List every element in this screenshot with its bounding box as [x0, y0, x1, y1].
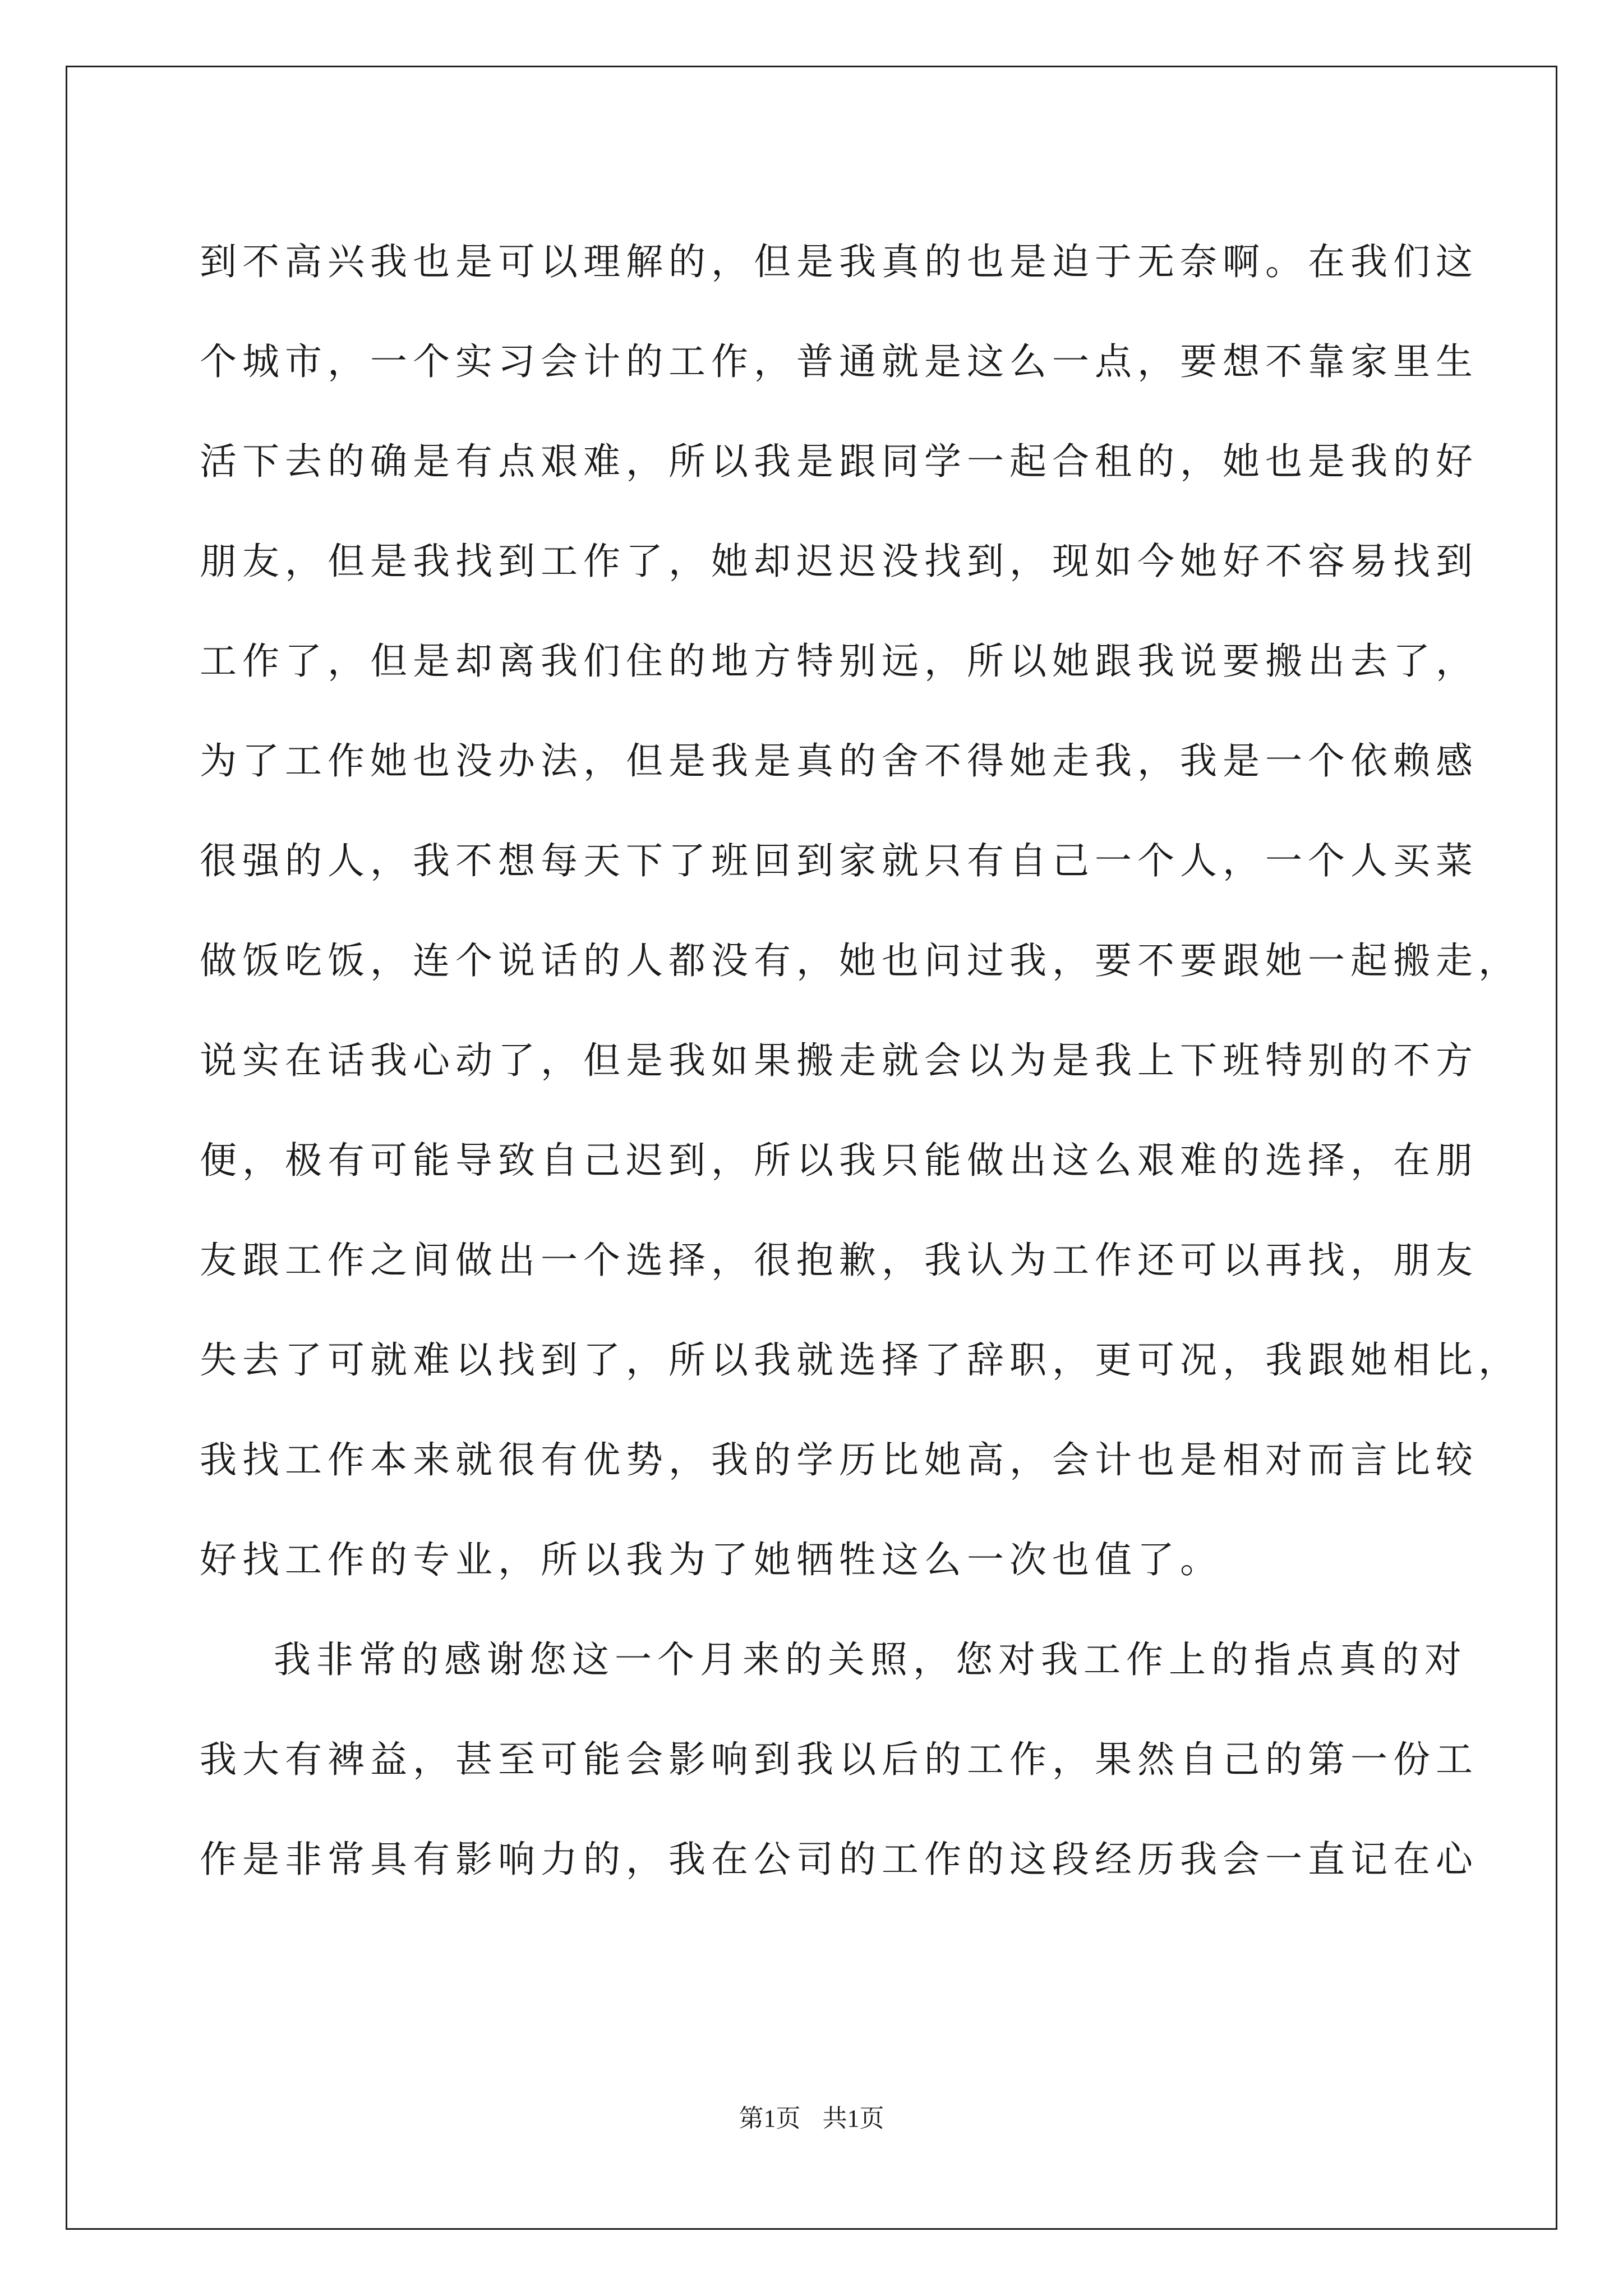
text-line-15: 我非常的感谢您这一个月来的关照，您对我工作上的指点真的对: [274, 1638, 1467, 1681]
text-line-8: 做饭吃饭，连个说话的人都没有，她也问过我，要不要跟她一起搬走，: [200, 939, 1521, 982]
page-total: 共1页: [822, 2105, 884, 2132]
text-line-13: 我找工作本来就很有优势，我的学历比她高，会计也是相对而言比较: [200, 1438, 1478, 1481]
text-line-10: 便，极有可能导致自己迟到，所以我只能做出这么艰难的选择，在朋: [200, 1139, 1478, 1182]
text-line-6: 为了工作她也没办法，但是我是真的舍不得她走我，我是一个依赖感: [200, 739, 1478, 783]
text-line-12: 失去了可就难以找到了，所以我就选择了辞职，更可况，我跟她相比，: [200, 1338, 1521, 1382]
page-footer: [0, 2098, 1623, 2134]
text-line-14: 好找工作的专业，所以我为了她牺牲这么一次也值了。: [200, 1538, 1223, 1581]
text-line-16: 我大有裨益，甚至可能会影响到我以后的工作，果然自己的第一份工: [200, 1738, 1478, 1781]
text-line-9: 说实在话我心动了，但是我如果搬走就会以为是我上下班特别的不方: [200, 1039, 1478, 1082]
text-line-2: 个城市，一个实习会计的工作，普通就是这么一点，要想不靠家里生: [200, 340, 1478, 383]
document-body: [200, 212, 1521, 1910]
text-line-11: 友跟工作之间做出一个选择，很抱歉，我认为工作还可以再找，朋友: [200, 1239, 1478, 1282]
page-number: 第1页: [739, 2105, 801, 2132]
text-line-3: 活下去的确是有点艰难，所以我是跟同学一起合租的，她也是我的好: [200, 440, 1478, 483]
text-line-5: 工作了，但是却离我们住的地方特别远，所以她跟我说要搬出去了，: [200, 639, 1478, 683]
text-line-4: 朋友，但是我找到工作了，她却迟迟没找到，现如今她好不容易找到: [200, 540, 1478, 583]
text-line-17: 作是非常具有影响力的，我在公司的工作的这段经历我会一直记在心: [200, 1838, 1478, 1881]
text-line-7: 很强的人，我不想每天下了班回到家就只有自己一个人，一个人买菜: [200, 839, 1478, 882]
text-line-1: 到不高兴我也是可以理解的，但是我真的也是迫于无奈啊。在我们这: [200, 240, 1478, 283]
